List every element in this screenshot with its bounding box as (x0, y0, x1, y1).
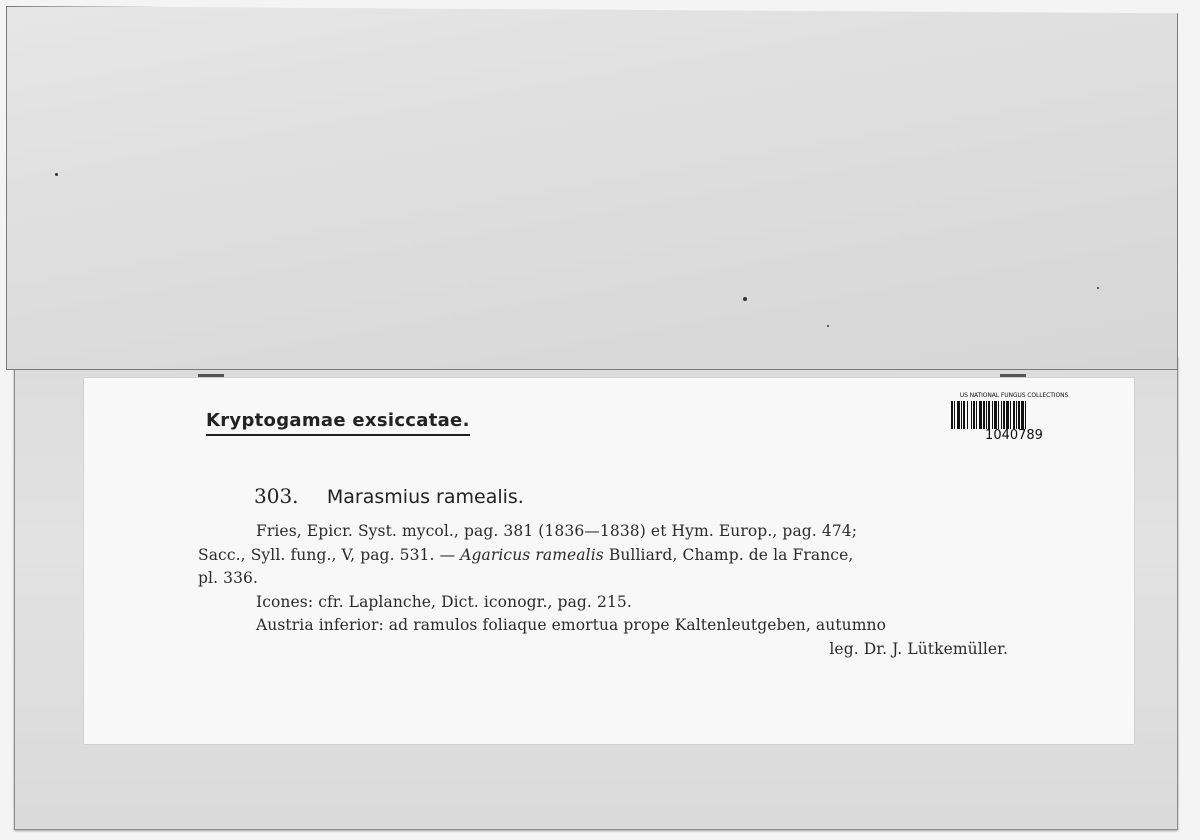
packet-flap (6, 6, 1178, 370)
species-name: Marasmius ramealis. (326, 486, 524, 508)
exsiccata-label (84, 378, 1134, 744)
reference-line-2 (198, 544, 1028, 568)
label-tick-left (198, 374, 224, 377)
barcode-number: 1040789 (985, 428, 1043, 443)
series-title: Kryptogamae exsiccatae. (206, 410, 470, 436)
reference-text: Sacc., Syll. fung., V, pag. 531. — (198, 545, 461, 564)
reference-line-3: pl. 336. (198, 569, 259, 587)
label-text (198, 520, 1028, 661)
synonym-name: Agaricus ramealis (460, 545, 604, 564)
barcode-institution: US NATIONAL FUNGUS COLLECTIONS (959, 392, 1069, 399)
label-tick-right (1000, 374, 1026, 377)
species-heading (254, 484, 524, 508)
barcode (944, 392, 1084, 443)
icones-line: Icones: cfr. Laplanche, Dict. iconogr., pag. 215. (256, 592, 632, 611)
species-number: 303. (254, 484, 299, 508)
reference-line-1: Fries, Epicr. Syst. mycol., pag. 381 (1836—1838) et Hym. Europ., pag. 474; (256, 522, 858, 540)
locality-line: Austria inferior: ad ramulos foliaque emortua prope Kaltenleutgeben, autumno (256, 616, 887, 634)
reference-text: Bulliard, Champ. de la France, (603, 545, 854, 564)
collector-line: leg. Dr. J. Lütkemüller. (829, 639, 1008, 658)
barcode-bars (951, 401, 1077, 429)
